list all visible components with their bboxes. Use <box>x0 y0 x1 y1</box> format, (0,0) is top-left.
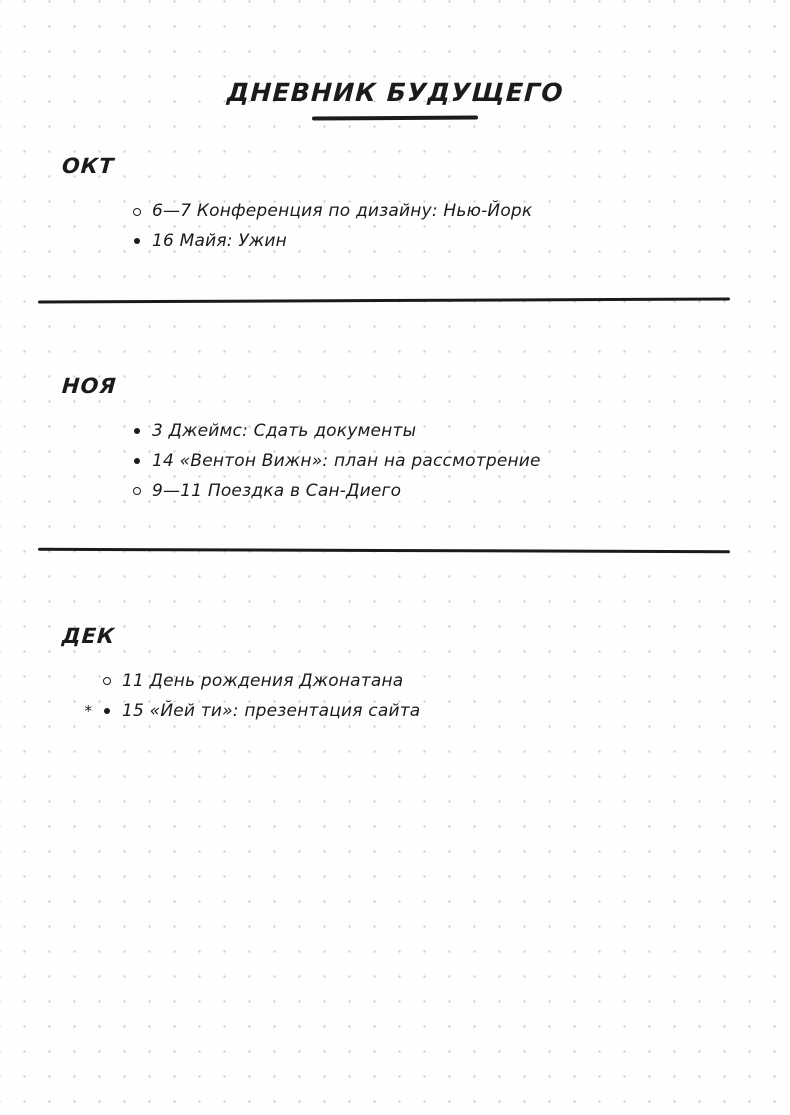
spacer <box>0 302 790 340</box>
month-section-dek <box>0 624 790 723</box>
list-item[interactable] <box>100 450 790 473</box>
month-heading-dek: ДЕК <box>61 623 117 648</box>
entry-text: 15 «Йей ти»: презентация сайта <box>122 700 421 721</box>
month-heading-oct: ОКТ <box>61 154 116 178</box>
entry-text: 14 «Вентон Вижн»: план на рассмотрение <box>152 450 541 471</box>
bullet-hollow-icon <box>122 484 152 499</box>
entry-list-dek <box>70 670 790 723</box>
list-item[interactable] <box>100 230 790 253</box>
page-content <box>0 78 790 723</box>
entry-list-oct <box>100 200 790 253</box>
month-section-oct <box>0 154 790 253</box>
bullet-filled-icon <box>122 234 152 249</box>
list-item[interactable] <box>100 480 790 503</box>
bullet-hollow-icon <box>92 674 122 689</box>
title-block <box>0 78 790 120</box>
bullet-filled-icon <box>92 704 122 719</box>
bullet-hollow-icon <box>122 204 152 219</box>
bullet-filled-icon <box>122 454 152 469</box>
page-title: ДНЕВНИК БУДУЩЕГО <box>225 78 565 107</box>
list-item[interactable] <box>100 420 790 443</box>
star-marker: * <box>84 701 92 720</box>
list-item[interactable] <box>70 700 790 723</box>
list-item[interactable] <box>70 670 790 693</box>
entry-text: 6—7 Конференция по дизайну: Нью-Йорк <box>152 201 533 221</box>
spacer <box>0 552 790 590</box>
list-item[interactable] <box>100 200 790 223</box>
entry-list-noy <box>100 420 790 503</box>
entry-text: 3 Джеймс: Сдать документы <box>152 420 417 441</box>
month-heading-noy: НОЯ <box>61 373 118 398</box>
entry-text: 16 Майя: Ужин <box>152 230 287 251</box>
title-underline <box>312 115 478 120</box>
entry-text: 9—11 Поездка в Сан-Диего <box>152 480 402 501</box>
month-section-noy <box>0 374 790 503</box>
bullet-filled-icon <box>122 424 152 439</box>
entry-text: 11 День рождения Джонатана <box>122 670 404 691</box>
